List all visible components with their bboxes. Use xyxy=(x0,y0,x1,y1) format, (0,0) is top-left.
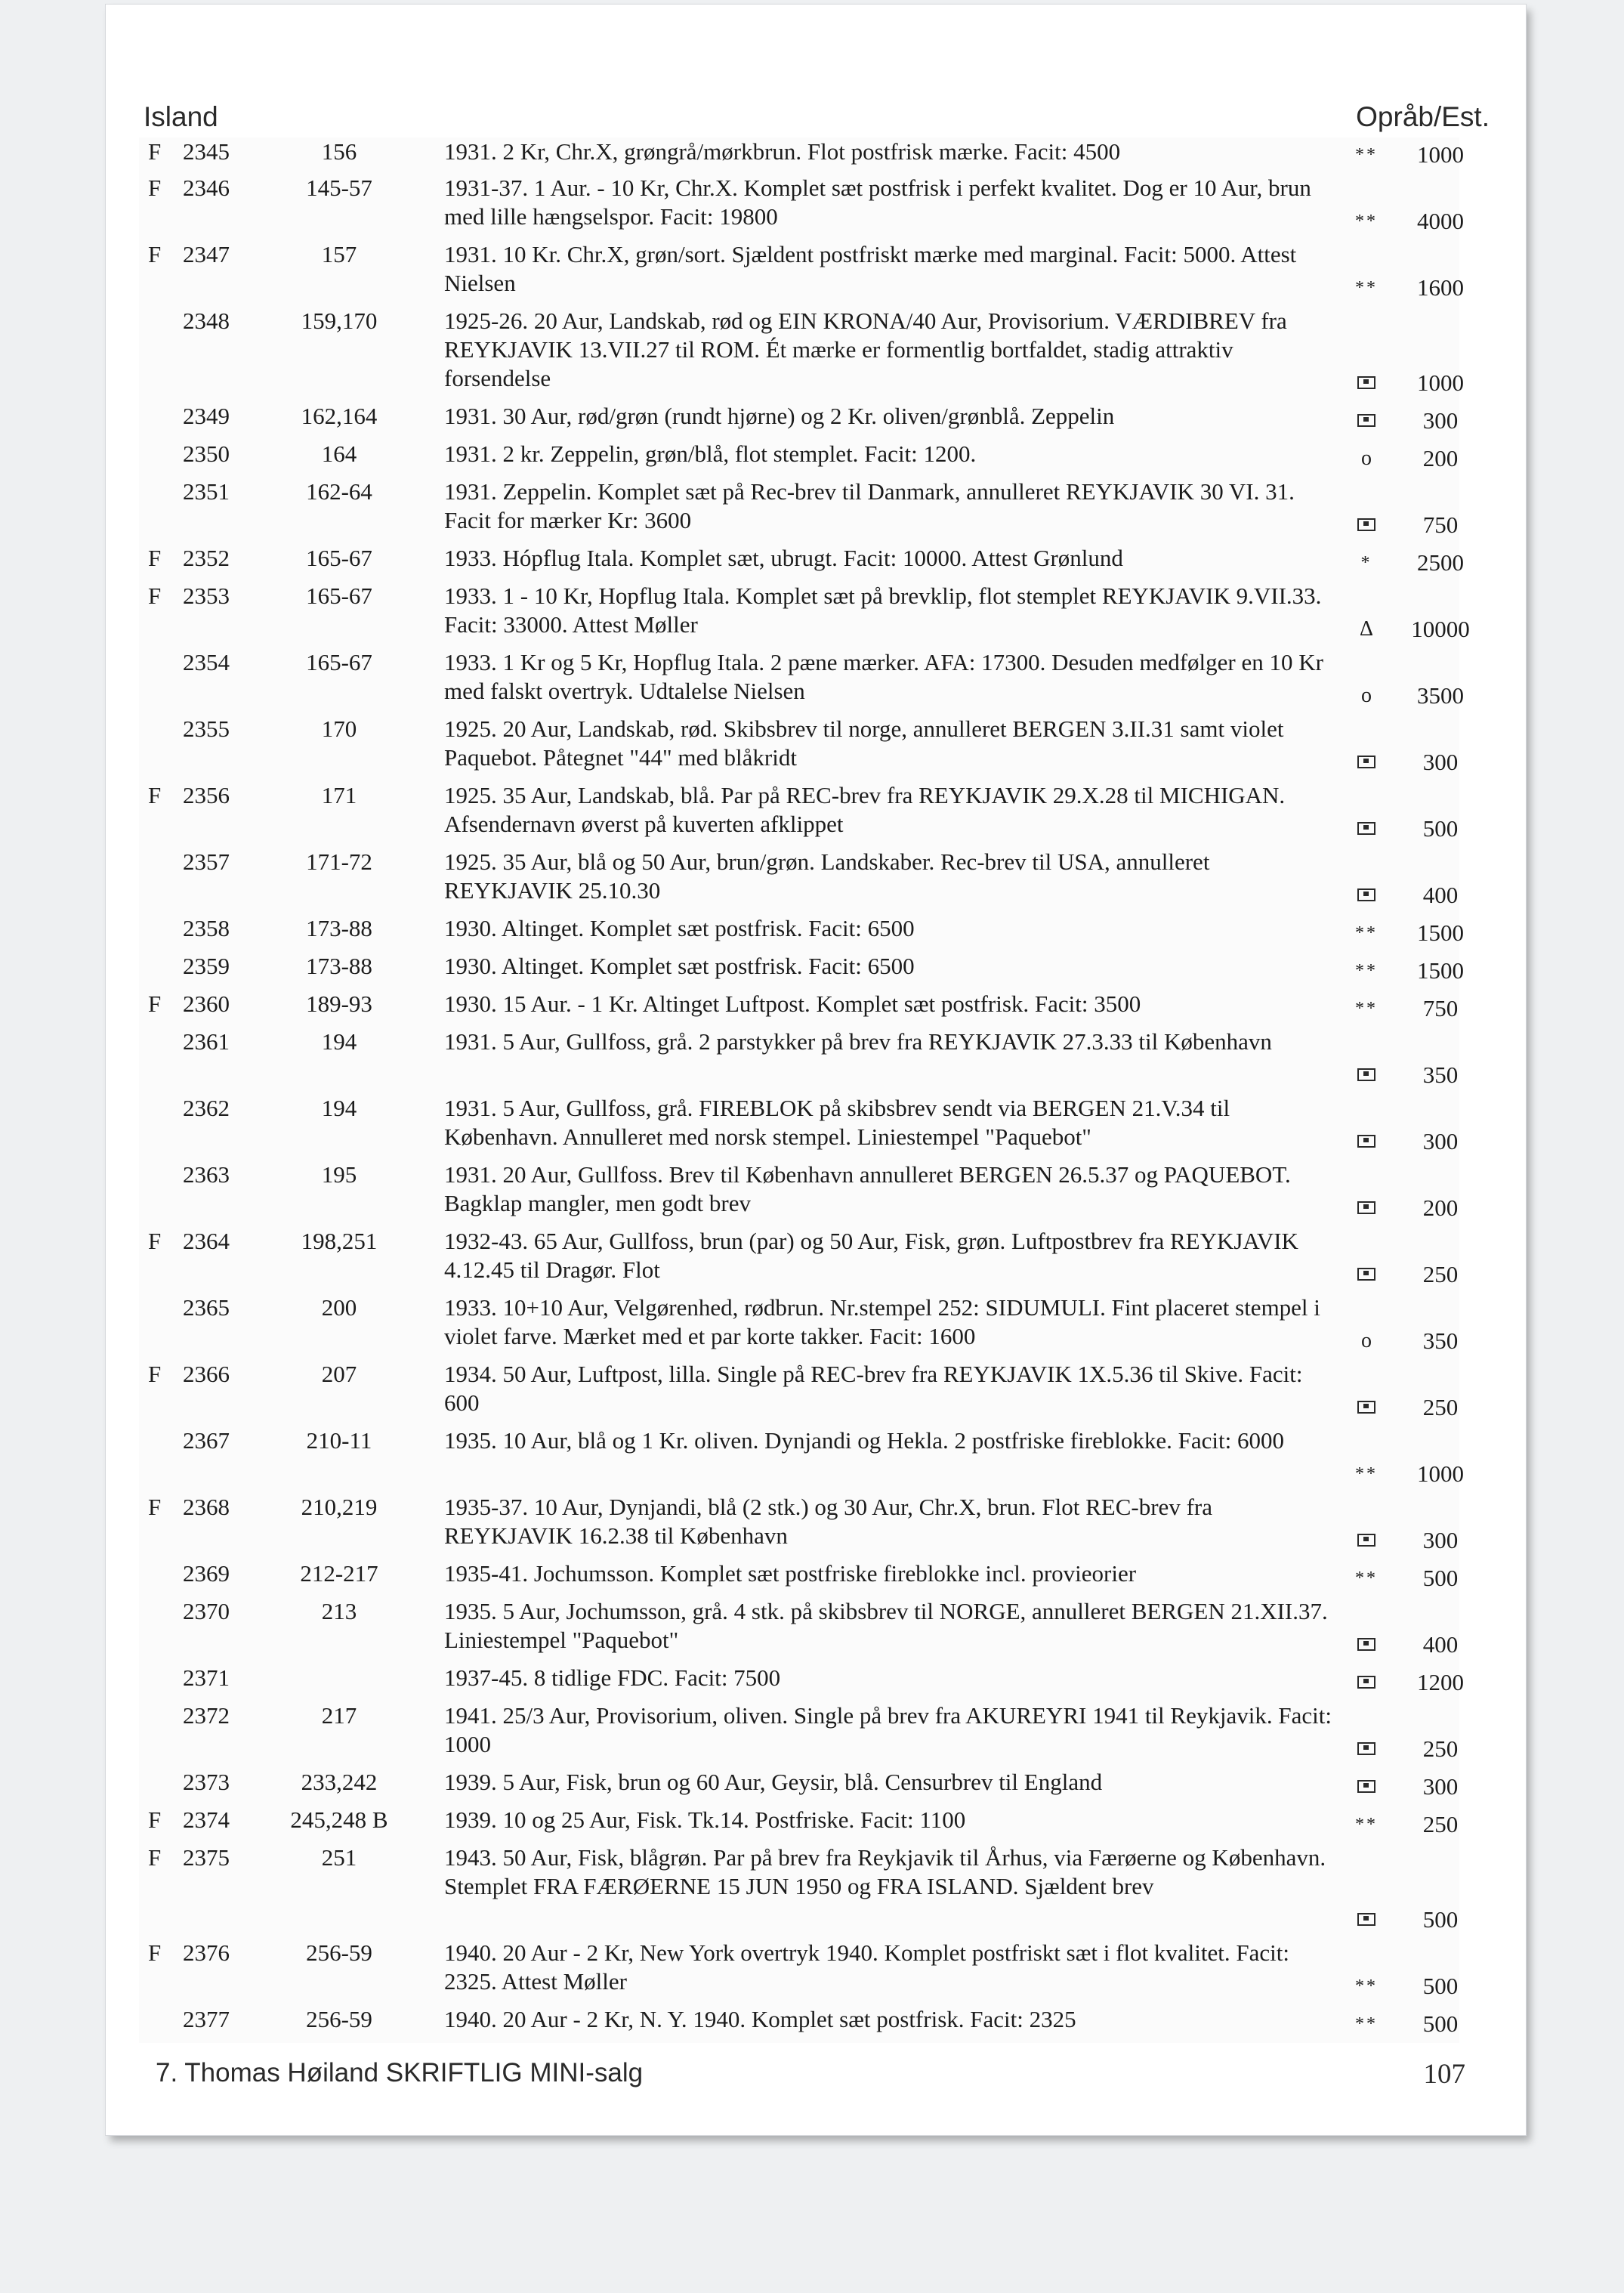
lot-flag: F xyxy=(148,782,162,808)
estimate-price: 1200 xyxy=(1417,1669,1464,1695)
lot-number: 2350 xyxy=(183,440,230,467)
lot-flag: F xyxy=(148,1806,162,1833)
condition-mark: * xyxy=(1360,553,1372,573)
estimate-price: 300 xyxy=(1422,1128,1459,1154)
estimate-price: 500 xyxy=(1422,2010,1459,2037)
catalogue-number: 194 xyxy=(321,1095,357,1121)
catalogue-number: 165-67 xyxy=(306,545,372,571)
lot-flag: F xyxy=(148,990,162,1017)
catalogue-number: 189-93 xyxy=(306,990,372,1017)
cover-icon xyxy=(1332,881,1400,910)
estimate-price: 400 xyxy=(1422,882,1459,908)
estimate-price: 3500 xyxy=(1417,682,1464,709)
lot-row xyxy=(139,240,1464,307)
estimate-price: 350 xyxy=(1422,1327,1459,1354)
catalogue-number: 210-11 xyxy=(306,1427,372,1454)
catalogue-number: 157 xyxy=(321,241,357,267)
catalogue-number: 162-64 xyxy=(306,478,372,505)
lot-description: 1931. 30 Aur, rød/grøn (rundt hjørne) og 2 Kr. oliven/grønblå. Zeppelin xyxy=(444,403,1115,429)
cover-icon xyxy=(1332,1668,1400,1697)
estimate-price: 300 xyxy=(1422,1773,1459,1800)
lot-number: 2369 xyxy=(183,1560,230,1587)
lot-number: 2363 xyxy=(183,1161,230,1188)
lot-description: 1933. Hópflug Itala. Komplet sæt, ubrugt. Facit: 10000. Attest Grønlund xyxy=(444,545,1123,571)
catalogue-number: 173-88 xyxy=(306,953,372,979)
estimate-price: 300 xyxy=(1422,1527,1459,1553)
lot-row xyxy=(139,138,1464,174)
lot-row xyxy=(139,1028,1459,1094)
cover-icon xyxy=(1332,748,1400,777)
lot-row xyxy=(139,914,1464,952)
lot-description: 1935-37. 10 Aur, Dynjandi, blå (2 stk.) og 30 Aur, Chr.X, brun. Flot REC-brev fra REYKJAVIK 16.2.38 til København xyxy=(444,1494,1212,1549)
estimate-price: 400 xyxy=(1422,1631,1459,1658)
catalogue-number: 200 xyxy=(321,1294,357,1321)
condition-mark: ** xyxy=(1355,999,1378,1018)
estimate-price: 500 xyxy=(1422,1565,1459,1591)
condition-mark: ** xyxy=(1355,278,1378,298)
lot-row xyxy=(139,990,1459,1028)
estimate-price: 200 xyxy=(1422,445,1459,471)
lot-number: 2352 xyxy=(183,545,230,571)
lot-number: 2368 xyxy=(183,1494,230,1520)
condition-mark: ** xyxy=(1355,2014,1378,2034)
lot-description: 1934. 50 Aur, Luftpost, lilla. Single på REC-brev fra REYKJAVIK 1X.5.36 til Skive. Facit: 600 xyxy=(444,1361,1303,1416)
lot-number: 2374 xyxy=(183,1806,230,1833)
lot-number: 2348 xyxy=(183,307,230,334)
lot-row xyxy=(139,715,1459,781)
lot-number: 2347 xyxy=(183,241,230,267)
lot-number: 2373 xyxy=(183,1769,230,1795)
estimate-price: 250 xyxy=(1422,1394,1459,1420)
lot-description: 1940. 20 Aur - 2 Kr, New York overtryk 1940. Komplet postfriskt sæt i flot kvalitet. Facit: 2325. Attest Møller xyxy=(444,1939,1289,1995)
lot-description: 1931. 5 Aur, Gullfoss, grå. FIREBLOK på skibsbrev sendt via BERGEN 21.V.34 til København. Annulleret med norsk stempel. Liniestempel "Paquebot" xyxy=(444,1095,1230,1150)
estimate-price: 750 xyxy=(1422,995,1459,1021)
lot-flag: F xyxy=(148,138,162,165)
catalogue-number: 165-67 xyxy=(306,649,372,675)
lot-number: 2356 xyxy=(183,782,230,808)
lot-description: 1925. 35 Aur, Landskab, blå. Par på REC-brev fra REYKJAVIK 29.X.28 til MICHIGAN. Afsendernavn øverst på kuverten afklippet xyxy=(444,782,1286,837)
column-header-estimate: Opråb/Est. xyxy=(1356,101,1490,132)
lot-flag: F xyxy=(148,175,162,201)
lot-row xyxy=(139,440,1459,477)
lot-row xyxy=(139,582,1470,648)
lot-description: 1931. 5 Aur, Gullfoss, grå. 2 parstykker på brev fra REYKJAVIK 27.3.33 til København xyxy=(444,1028,1272,1055)
lot-row xyxy=(139,1160,1459,1227)
cover-icon xyxy=(1332,406,1400,435)
cover-icon xyxy=(1332,1630,1400,1659)
lot-description: 1931. 10 Kr. Chr.X, grøn/sort. Sjældent postfriskt mærke med marginal. Facit: 5000. Attest Nielsen xyxy=(444,241,1297,296)
estimate-price: 500 xyxy=(1422,1906,1459,1933)
lot-number: 2377 xyxy=(183,2006,230,2032)
lot-number: 2355 xyxy=(183,715,230,742)
lot-number: 2364 xyxy=(183,1228,230,1254)
lot-number: 2367 xyxy=(183,1427,230,1454)
lot-description: 1939. 5 Aur, Fisk, brun og 60 Aur, Geysir, blå. Censurbrev til England xyxy=(444,1769,1103,1795)
lot-number: 2351 xyxy=(183,478,230,505)
lot-row xyxy=(139,402,1459,440)
lot-row xyxy=(139,1094,1459,1160)
lot-number: 2361 xyxy=(183,1028,230,1055)
condition-mark: o xyxy=(1361,1329,1372,1352)
catalogue-number: 165-67 xyxy=(306,583,372,609)
lot-number: 2362 xyxy=(183,1095,230,1121)
section-title: Island xyxy=(144,101,218,132)
condition-mark: ** xyxy=(1355,1464,1378,1484)
lot-description: 1935-41. Jochumsson. Komplet sæt postfriske fireblokke incl. provieorier xyxy=(444,1560,1137,1587)
lot-flag: F xyxy=(148,545,162,571)
catalogue-number: 256-59 xyxy=(306,1939,372,1966)
estimate-price: 1000 xyxy=(1417,369,1464,396)
lot-row xyxy=(139,1559,1459,1597)
lot-row xyxy=(139,1360,1459,1426)
estimate-price: 350 xyxy=(1422,1062,1459,1088)
condition-mark: ** xyxy=(1355,923,1378,943)
cover-icon xyxy=(1332,814,1400,843)
lot-row xyxy=(139,648,1464,715)
lot-flag: F xyxy=(148,583,162,609)
lot-number: 2359 xyxy=(183,953,230,979)
estimate-price: 2500 xyxy=(1417,549,1464,576)
lot-description: 1941. 25/3 Aur, Provisorium, oliven. Single på brev fra AKUREYRI 1941 til Reykjavik. Facit: 1000 xyxy=(444,1702,1332,1757)
estimate-price: 300 xyxy=(1422,749,1459,775)
condition-mark: ** xyxy=(1355,1976,1378,1996)
lot-row xyxy=(139,1664,1464,1701)
lot-row xyxy=(139,848,1459,914)
lot-flag: F xyxy=(148,1228,162,1254)
cover-icon xyxy=(1332,1905,1400,1934)
catalogue-number: 173-88 xyxy=(306,915,372,941)
estimate-price: 300 xyxy=(1422,407,1459,434)
cover-icon xyxy=(1332,1194,1400,1222)
condition-mark: Δ xyxy=(1359,617,1373,641)
estimate-price: 1500 xyxy=(1417,919,1464,946)
lot-number: 2353 xyxy=(183,583,230,609)
condition-mark: ** xyxy=(1355,212,1378,231)
lot-description: 1925. 20 Aur, Landskab, rød. Skibsbrev til norge, annulleret BERGEN 3.II.31 samt violet Paquebot. Påtegnet "44" med blåkridt xyxy=(444,715,1284,771)
lot-description: 1931-37. 1 Aur. - 10 Kr, Chr.X. Komplet sæt postfrisk i perfekt kvalitet. Dog er 10 Aur, brun med lille hængselspor. Facit: 19800 xyxy=(444,175,1311,230)
condition-mark: ** xyxy=(1355,1815,1378,1834)
lot-description: 1931. 2 kr. Zeppelin, grøn/blå, flot stemplet. Facit: 1200. xyxy=(444,440,977,467)
catalogue-number: 164 xyxy=(321,440,357,467)
cover-icon xyxy=(1332,1260,1400,1289)
estimate-price: 1000 xyxy=(1417,1460,1464,1487)
condition-mark: ** xyxy=(1355,1568,1378,1588)
lot-description: 1925-26. 20 Aur, Landskab, rød og EIN KRONA/40 Aur, Provisorium. VÆRDIBREV fra REYKJAVIK 13.VII.27 til ROM. Ét mærke er formentlig bortfaldet, stadig attraktiv forsendelse xyxy=(444,307,1287,391)
catalogue-number: 171-72 xyxy=(306,848,372,875)
lot-number: 2349 xyxy=(183,403,230,429)
lot-description: 1933. 10+10 Aur, Velgørenhed, rødbrun. Nr.stempel 252: SIDUMULI. Fint placeret stempel i violet farve. Mærket med et par korte takker. Facit: 1600 xyxy=(444,1294,1320,1349)
catalogue-number: 212-217 xyxy=(300,1560,378,1587)
lot-row xyxy=(139,1939,1459,2005)
lot-row xyxy=(139,544,1464,582)
lot-number: 2375 xyxy=(183,1844,230,1871)
catalogue-number: 256-59 xyxy=(306,2006,372,2032)
lot-description: 1937-45. 8 tidlige FDC. Facit: 7500 xyxy=(444,1664,781,1691)
catalogue-number: 233,242 xyxy=(301,1769,378,1795)
lot-number: 2371 xyxy=(183,1664,230,1691)
lot-number: 2376 xyxy=(183,1939,230,1966)
lot-description: 1940. 20 Aur - 2 Kr, N. Y. 1940. Komplet sæt postfrisk. Facit: 2325 xyxy=(444,2006,1076,2032)
cover-icon xyxy=(1332,1127,1400,1156)
lot-flag: F xyxy=(148,1494,162,1520)
catalogue-number: 171 xyxy=(321,782,357,808)
estimate-price: 200 xyxy=(1422,1194,1459,1221)
estimate-price: 1500 xyxy=(1417,957,1464,984)
lot-row xyxy=(139,1493,1459,1559)
cover-icon xyxy=(1332,511,1400,539)
lot-flag: F xyxy=(148,1361,162,1387)
catalogue-number: 245,248 B xyxy=(290,1806,388,1833)
lot-row xyxy=(139,1293,1459,1360)
lot-number: 2372 xyxy=(183,1702,230,1729)
lot-number: 2365 xyxy=(183,1294,230,1321)
cover-icon xyxy=(1332,1061,1400,1089)
estimate-price: 500 xyxy=(1422,1973,1459,1999)
catalogue-number: 207 xyxy=(321,1361,357,1387)
catalogue-number: 213 xyxy=(321,1598,357,1624)
lot-description: 1943. 50 Aur, Fisk, blågrøn. Par på brev fra Reykjavik til Århus, via Færøerne og København. Stemplet FRA FÆRØERNE 15 JUN 1950 og FRA ISLAND. Sjældent brev xyxy=(444,1844,1326,1899)
lot-row xyxy=(139,1806,1459,1843)
lot-description: 1932-43. 65 Aur, Gullfoss, brun (par) og 50 Aur, Fisk, grøn. Luftpostbrev fra REYKJAVIK 4.12.45 til Dragør. Flot xyxy=(444,1228,1298,1283)
lot-row xyxy=(139,1701,1459,1768)
catalogue-number: 195 xyxy=(321,1161,357,1188)
lot-description: 1935. 10 Aur, blå og 1 Kr. oliven. Dynjandi og Hekla. 2 postfriske fireblokke. Facit: 6000 xyxy=(444,1427,1285,1454)
lot-row xyxy=(139,952,1464,990)
lot-number: 2345 xyxy=(183,138,230,165)
lot-row xyxy=(139,1426,1464,1493)
lot-description: 1931. 2 Kr, Chr.X, grøngrå/mørkbrun. Flot postfrisk mærke. Facit: 4500 xyxy=(444,138,1121,165)
estimate-price: 250 xyxy=(1422,1811,1459,1837)
catalogue-number: 217 xyxy=(321,1702,357,1729)
lot-flag: F xyxy=(148,1939,162,1966)
lot-row xyxy=(139,1768,1459,1806)
lot-description: 1935. 5 Aur, Jochumsson, grå. 4 stk. på skibsbrev til NORGE, annulleret BERGEN 21.XII.37. Liniestempel "Paquebot" xyxy=(444,1598,1328,1653)
lot-description: 1933. 1 Kr og 5 Kr, Hopflug Itala. 2 pæne mærker. AFA: 17300. Desuden medfølger en 10 Kr med falskt overtryk. Udtalelse Nielsen xyxy=(444,649,1323,704)
page-number: 107 xyxy=(1423,2059,1465,2090)
lot-row xyxy=(139,2005,1459,2043)
lot-number: 2346 xyxy=(183,175,230,201)
lot-row xyxy=(139,1843,1459,1939)
lot-flag: F xyxy=(148,241,162,267)
cover-icon xyxy=(1332,1526,1400,1555)
lot-row xyxy=(139,477,1459,544)
lot-row xyxy=(139,307,1464,402)
lot-description: 1930. Altinget. Komplet sæt postfrisk. Facit: 6500 xyxy=(444,953,915,979)
lot-row xyxy=(139,781,1459,848)
cover-icon xyxy=(1332,1735,1400,1763)
lot-description: 1939. 10 og 25 Aur, Fisk. Tk.14. Postfriske. Facit: 1100 xyxy=(444,1806,966,1833)
condition-mark: o xyxy=(1361,684,1372,707)
lot-number: 2354 xyxy=(183,649,230,675)
catalogue-number: 145-57 xyxy=(306,175,372,201)
condition-mark: o xyxy=(1361,447,1372,470)
catalogue-number: 162,164 xyxy=(301,403,378,429)
catalogue-number: 251 xyxy=(321,1844,357,1871)
footer-auction-title: 7. Thomas Høiland SKRIFTLIG MINI-salg xyxy=(156,2058,644,2087)
lot-description: 1931. Zeppelin. Komplet sæt på Rec-brev til Danmark, annulleret REYKJAVIK 30 VI. 31. Facit for mærker Kr: 3600 xyxy=(444,478,1295,533)
cover-icon xyxy=(1332,1772,1400,1801)
catalogue-number: 194 xyxy=(321,1028,357,1055)
catalogue-number: 156 xyxy=(321,138,357,165)
lot-row xyxy=(139,174,1464,240)
estimate-price: 500 xyxy=(1422,815,1459,842)
estimate-price: 250 xyxy=(1422,1735,1459,1762)
cover-icon xyxy=(1332,369,1400,397)
estimate-price: 1600 xyxy=(1417,274,1464,301)
lot-number: 2360 xyxy=(183,990,230,1017)
estimate-price: 10000 xyxy=(1411,616,1470,642)
lot-description: 1933. 1 - 10 Kr, Hopflug Itala. Komplet sæt på brevklip, flot stemplet REYKJAVIK 9.VII.33. Facit: 33000. Attest Møller xyxy=(444,583,1322,638)
estimate-price: 250 xyxy=(1422,1261,1459,1287)
lot-row xyxy=(139,1227,1459,1293)
estimate-price: 750 xyxy=(1422,511,1459,538)
lot-description: 1925. 35 Aur, blå og 50 Aur, brun/grøn. Landskaber. Rec-brev til USA, annulleret REYKJAVIK 25.10.30 xyxy=(444,848,1210,904)
catalogue-number: 210,219 xyxy=(301,1494,378,1520)
catalogue-number: 159,170 xyxy=(301,307,378,334)
catalogue-number: 170 xyxy=(321,715,357,742)
lot-number: 2370 xyxy=(183,1598,230,1624)
lot-description: 1931. 20 Aur, Gullfoss. Brev til København annulleret BERGEN 26.5.37 og PAQUEBOT. Bagklap mangler, men godt brev xyxy=(444,1161,1291,1216)
catalogue-page xyxy=(106,5,1526,2135)
lot-row xyxy=(139,1597,1459,1664)
catalogue-number: 198,251 xyxy=(301,1228,378,1254)
lot-number: 2358 xyxy=(183,915,230,941)
lot-flag: F xyxy=(148,1844,162,1871)
estimate-price: 4000 xyxy=(1417,208,1464,234)
estimate-price: 1000 xyxy=(1417,141,1464,168)
lot-description: 1930. 15 Aur. - 1 Kr. Altinget Luftpost. Komplet sæt postfrisk. Facit: 3500 xyxy=(444,990,1141,1017)
lot-number: 2357 xyxy=(183,848,230,875)
cover-icon xyxy=(1332,1393,1400,1422)
lot-number: 2366 xyxy=(183,1361,230,1387)
lot-description: 1930. Altinget. Komplet sæt postfrisk. Facit: 6500 xyxy=(444,915,915,941)
condition-mark: ** xyxy=(1355,145,1378,165)
lot-list xyxy=(139,138,1470,2043)
condition-mark: ** xyxy=(1355,961,1378,981)
